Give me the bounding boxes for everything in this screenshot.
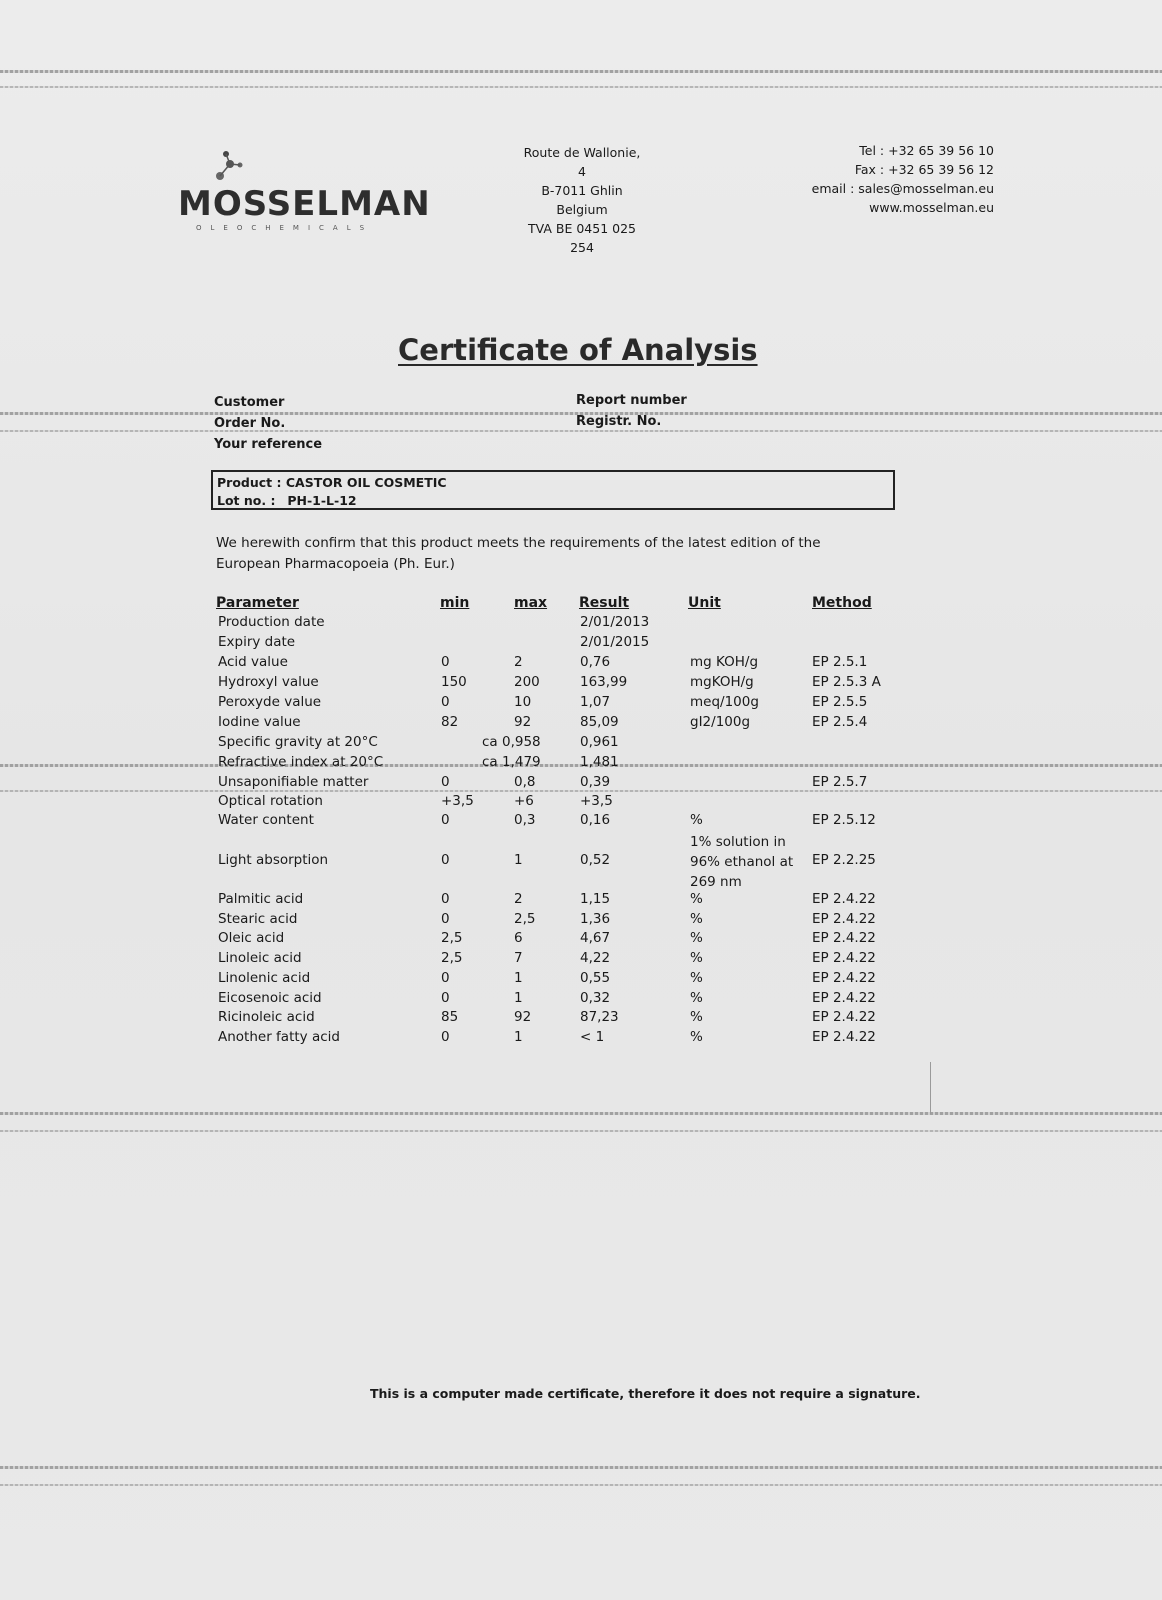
report-meta [576,390,687,432]
cell-parameter: Hydroxyl value [218,674,319,690]
cell-parameter: Production date [218,614,325,630]
cell-max: 0,3 [514,812,536,828]
cell-min: 2,5 [441,950,463,966]
cell-max: 1 [514,970,523,986]
cell-method: EP 2.4.22 [812,911,876,927]
lot-label: Lot no. : [217,493,276,508]
header-result: Result [579,595,630,611]
cell-method: EP 2.4.22 [812,930,876,946]
cell-max: 6 [514,930,523,946]
cell-parameter: Oleic acid [218,930,285,946]
scan-line [0,1112,1162,1115]
cell-result: 163,99 [580,674,628,690]
cell-max: 1 [514,1029,523,1045]
cell-max: 0,8 [514,774,536,790]
company-contact [790,141,994,217]
cell-result: 0,16 [580,812,611,828]
header-parameter: Parameter [216,595,299,611]
logo-wordmark: MOSSELMAN [178,184,431,224]
company-address [520,143,644,257]
contact-website: www.mosselman.eu [869,200,994,215]
cell-parameter: Optical rotation [218,793,323,809]
cell-result: 2/01/2013 [580,614,650,630]
cell-result: 0,39 [580,774,611,790]
scan-line [0,790,1162,792]
lot-value: PH-1-L-12 [287,493,357,508]
cell-result: 1,07 [580,694,611,710]
cell-result: 1,36 [580,911,611,927]
cell-method: EP 2.5.5 [812,694,868,710]
contact-fax: Fax : +32 65 39 56 12 [854,162,994,177]
cell-parameter: Light absorption [218,852,329,868]
address-line: B-7011 Ghlin [541,183,623,198]
cell-min: 0 [441,774,450,790]
cell-max: 1 [514,990,523,1006]
cell-min: 85 [441,1009,459,1025]
address-line: Belgium [556,202,608,217]
cell-result: 4,22 [580,950,611,966]
cell-result: 1,15 [580,891,611,907]
cell-result: 1,481 [580,754,619,770]
cell-method: EP 2.5.7 [812,774,868,790]
contact-tel: Tel : +32 65 39 56 10 [859,143,994,158]
cell-parameter: Eicosenoic acid [218,990,322,1006]
cell-min: 150 [441,674,467,690]
cell-parameter: Peroxyde value [218,694,322,710]
cell-result: 0,55 [580,970,611,986]
cell-unit: % [690,930,703,946]
header-method: Method [812,595,872,611]
cell-min: +3,5 [441,793,474,809]
cell-max: 92 [514,714,532,730]
cell-min: 0 [441,812,450,828]
cell-min: 82 [441,714,459,730]
cell-unit: % [690,1029,703,1045]
page-title: Certificate of Analysis [398,333,758,367]
cell-unit: % [690,990,703,1006]
cell-parameter: Another fatty acid [218,1029,340,1045]
cell-max: ca 1,479 [482,754,541,770]
contact-email: email : sales@mosselman.eu [811,181,994,196]
cell-unit: mgKOH/g [690,674,754,690]
cell-max: 7 [514,950,523,966]
your-reference-label: Your reference [214,437,323,452]
cell-unit: 1% solution in 96% ethanol at 269 nm [690,834,794,890]
cell-max: 10 [514,694,532,710]
cell-result: 0,76 [580,654,611,670]
cell-min: 0 [441,891,450,907]
cell-max: 2,5 [514,911,536,927]
cell-result: 0,961 [580,734,619,750]
cell-unit: % [690,950,703,966]
address-line: TVA BE 0451 025 254 [527,221,636,255]
cell-max: 200 [514,674,540,690]
cell-method: EP 2.4.22 [812,990,876,1006]
order-no-label: Order No. [214,416,286,431]
scan-line [0,1466,1162,1469]
cell-parameter: Expiry date [218,634,296,650]
cell-method: EP 2.5.4 [812,714,868,730]
scan-mark [930,1062,931,1114]
scan-line [0,70,1162,73]
cell-method: EP 2.4.22 [812,970,876,986]
cell-method: EP 2.4.22 [812,1009,876,1025]
scan-line [0,86,1162,88]
registr-no-label: Registr. No. [576,414,662,429]
cell-min: 0 [441,1029,450,1045]
cell-parameter: Refractive index at 20°C [218,754,384,770]
cell-result: 2/01/2015 [580,634,650,650]
company-logo [172,146,431,232]
cell-parameter: Specific gravity at 20°C [218,734,378,750]
header-unit: Unit [688,595,721,611]
header-max: max [514,595,548,611]
cell-max: 2 [514,654,523,670]
cell-parameter: Linoleic acid [218,950,302,966]
cell-min: 0 [441,990,450,1006]
address-line: Route de Wallonie, 4 [523,145,641,179]
cell-unit: % [690,891,703,907]
cell-max: ca 0,958 [482,734,541,750]
cell-method: EP 2.4.22 [812,1029,876,1045]
product-box [211,470,895,510]
cell-unit: % [690,911,703,927]
customer-meta [214,392,322,455]
cell-max: +6 [514,793,534,809]
cell-parameter: Unsaponifiable matter [218,774,369,790]
cell-parameter: Ricinoleic acid [218,1009,315,1025]
cell-parameter: Palmitic acid [218,891,304,907]
cell-method: EP 2.4.22 [812,891,876,907]
cell-method: EP 2.5.1 [812,654,868,670]
cell-result: 0,32 [580,990,611,1006]
logo-subtitle: OLEOCHEMICALS [196,224,374,232]
cell-unit: % [690,1009,703,1025]
molecule-icon [190,146,250,186]
lot-line [217,492,889,510]
footer-note: This is a computer made certificate, therefore it does not require a signature. [370,1386,921,1401]
cell-min: 0 [441,911,450,927]
cell-result: 0,52 [580,852,611,868]
cell-max: 2 [514,891,523,907]
cell-min: 0 [441,654,450,670]
scan-line [0,1484,1162,1486]
cell-parameter: Acid value [218,654,288,670]
cell-min: 0 [441,852,450,868]
scan-line [0,1130,1162,1132]
cell-unit: mg KOH/g [690,654,759,670]
cell-result: 85,09 [580,714,619,730]
cell-min: 0 [441,970,450,986]
report-number-label: Report number [576,393,687,408]
cell-result: +3,5 [580,793,613,809]
cell-max: 92 [514,1009,532,1025]
product-name: Product : CASTOR OIL COSMETIC [217,475,447,490]
cell-method: EP 2.2.25 [812,852,876,868]
cell-unit: gI2/100g [690,714,751,730]
cell-result: 4,67 [580,930,611,946]
cell-parameter: Iodine value [218,714,301,730]
cell-min: 0 [441,694,450,710]
cell-unit: meq/100g [690,694,759,710]
cell-result: 87,23 [580,1009,619,1025]
cell-method: EP 2.5.12 [812,812,876,828]
customer-label: Customer [214,395,285,410]
cell-result: < 1 [580,1029,605,1045]
intro-statement: We herewith confirm that this product meets the requirements of the latest edition of the European Pharmacopoeia (Ph. Eur.) [216,535,821,572]
cell-parameter: Water content [218,812,314,828]
cell-parameter: Linolenic acid [218,970,311,986]
cell-parameter: Stearic acid [218,911,298,927]
cell-max: 1 [514,852,523,868]
cell-unit: % [690,812,703,828]
cell-min: 2,5 [441,930,463,946]
cell-unit: % [690,970,703,986]
cell-method: EP 2.5.3 A [812,674,881,690]
header-min: min [440,595,470,611]
cell-method: EP 2.4.22 [812,950,876,966]
